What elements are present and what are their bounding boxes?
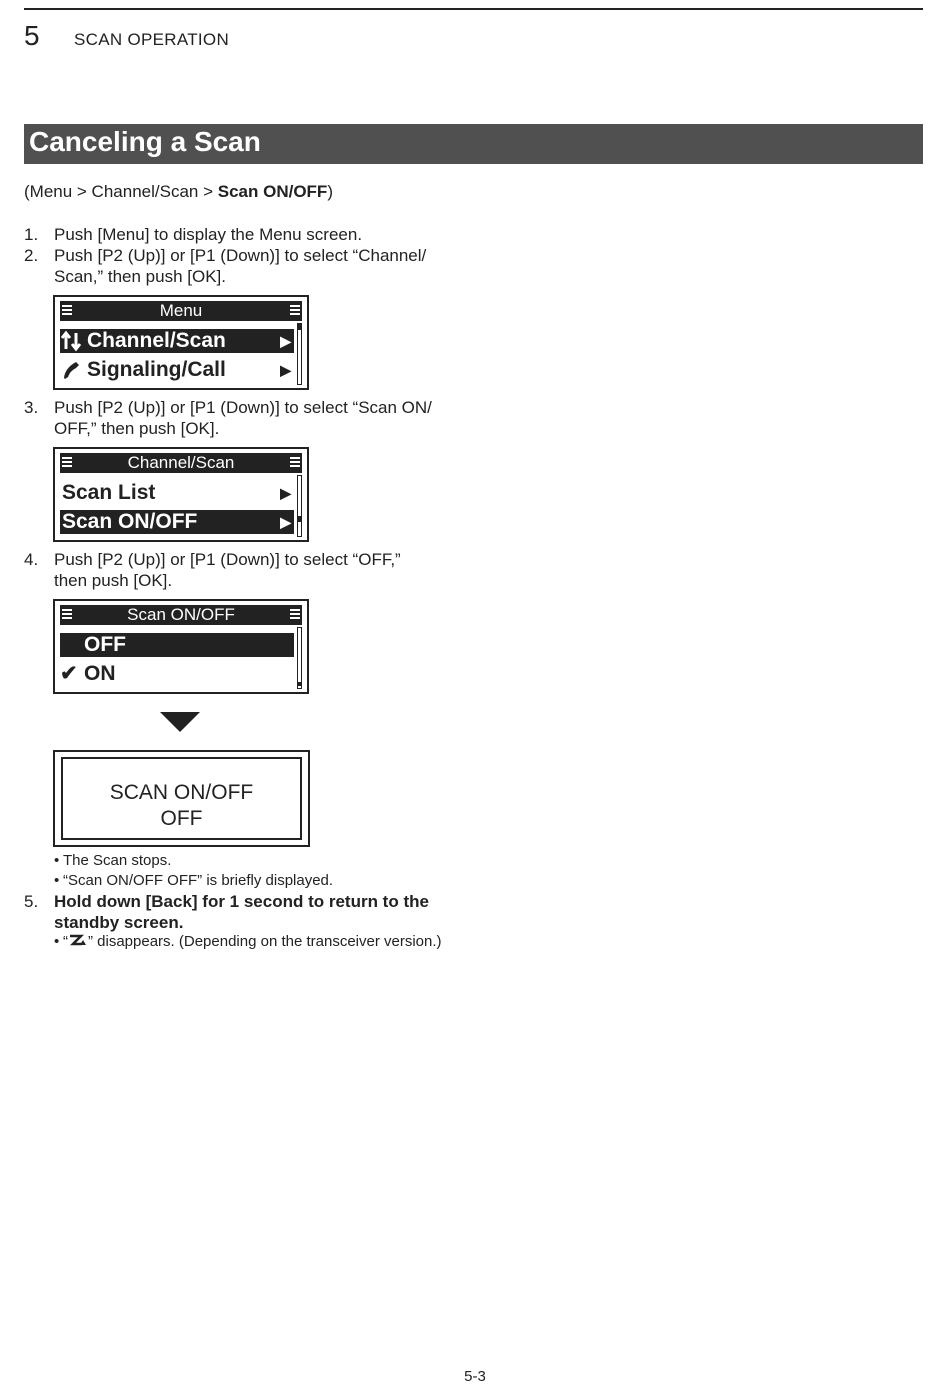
- step-4: [24, 549, 464, 591]
- note-text-remainder: ” disappears. (Depending on the transceiver version.): [88, 933, 442, 950]
- step-number: 1.: [24, 225, 39, 244]
- arrow-right-icon: ▶: [280, 485, 291, 501]
- step-number: 3.: [24, 398, 39, 417]
- note-briefly-displayed: [54, 871, 444, 891]
- step-3: [24, 397, 464, 439]
- lcd-scrollbar: [297, 475, 302, 537]
- step-text: Push [P2 (Up)] or [P1 (Down)] to select “Channel/ Scan,” then push [OK].: [54, 246, 427, 286]
- lcd-title: Menu: [159, 301, 203, 320]
- section-heading-bar: [24, 124, 923, 164]
- lcd-screen-scan-onoff: [53, 599, 309, 694]
- page-number: 5-3: [464, 1368, 486, 1385]
- bullet-icon: •: [54, 852, 60, 869]
- lcd-screen-menu: [53, 295, 309, 390]
- lcd-menu-item-signaling-call: [60, 358, 294, 382]
- lcd-item-label: Scan List: [62, 481, 156, 504]
- lcd-option-off: [60, 633, 294, 657]
- lcd-scrollbar: [297, 627, 302, 689]
- step-2: [24, 245, 464, 287]
- note-scan-stops: [54, 851, 444, 871]
- lcd-title-bar: [60, 605, 302, 625]
- lcd-menu-item-scan-list: [60, 481, 294, 505]
- grip-icon: [62, 457, 72, 469]
- step-number: 4.: [24, 550, 39, 569]
- lcd-scrollbar: [297, 323, 302, 385]
- step-5: [24, 891, 464, 933]
- grip-icon: [290, 609, 300, 621]
- menu-path-suffix: ): [327, 182, 333, 201]
- lcd-item-label: ON: [84, 662, 116, 685]
- scroll-thumb: [298, 516, 301, 522]
- note-icon-disappears: [54, 932, 444, 972]
- chapter-title: SCAN OPERATION: [74, 30, 230, 49]
- result-line-1: SCAN ON/OFF: [109, 781, 254, 804]
- down-triangle-icon: [160, 712, 200, 732]
- lcd-item-label: Scan ON/OFF: [62, 510, 198, 533]
- header-rule: [24, 8, 923, 10]
- note-text: The Scan stops.: [63, 852, 172, 869]
- chapter-number: 5: [24, 20, 40, 51]
- result-frame: [61, 757, 302, 840]
- step-text: Push [Menu] to display the Menu screen.: [54, 225, 363, 244]
- arrow-right-icon: ▶: [280, 514, 291, 530]
- scroll-thumb: [298, 324, 301, 330]
- result-line-2: OFF: [160, 807, 203, 830]
- step-text: Push [P2 (Up)] or [P1 (Down)] to select “Scan ON/ OFF,” then push [OK].: [54, 398, 432, 438]
- lcd-menu-item-scan-onoff: [60, 510, 294, 534]
- note-text: “Scan ON/OFF OFF” is briefly displayed.: [63, 872, 334, 889]
- menu-path-bold: Scan ON/OFF: [217, 182, 328, 201]
- grip-icon: [290, 457, 300, 469]
- lcd-screen-channel-scan: [53, 447, 309, 542]
- lcd-title: Channel/Scan: [127, 453, 235, 472]
- scroll-thumb: [298, 682, 301, 686]
- lcd-title: Scan ON/OFF: [127, 605, 235, 624]
- open-quote: “: [63, 933, 68, 950]
- step-number: 2.: [24, 246, 39, 265]
- lcd-menu-item-channel-scan: [60, 329, 294, 353]
- grip-icon: [62, 609, 72, 621]
- step-text: Hold down [Back] for 1 second to return to the standby screen.: [54, 892, 429, 932]
- grip-icon: [62, 305, 72, 317]
- bullet-icon: •: [54, 933, 60, 950]
- step-text: Push [P2 (Up)] or [P1 (Down)] to select “OFF,” then push [OK].: [54, 550, 401, 590]
- check-icon: ✔: [60, 662, 78, 685]
- up-down-arrows-icon: [61, 329, 83, 359]
- lcd-title-bar: [60, 453, 302, 473]
- lcd-option-on: [60, 662, 294, 686]
- grip-icon: [290, 305, 300, 317]
- lcd-item-label: Channel/Scan: [87, 329, 226, 352]
- step-1: [24, 224, 464, 245]
- arrow-right-icon: ▶: [280, 333, 291, 349]
- arrow-right-icon: ▶: [280, 362, 291, 378]
- menu-path: [24, 182, 333, 202]
- phone-icon: [61, 358, 83, 388]
- step-number: 5.: [24, 892, 39, 911]
- bullet-icon: •: [54, 872, 60, 889]
- section-title: Canceling a Scan: [29, 126, 261, 157]
- lcd-item-label: OFF: [84, 633, 126, 656]
- lcd-title-bar: [60, 301, 302, 321]
- note-text: [63, 932, 443, 952]
- menu-path-prefix: (Menu > Channel/Scan >: [24, 182, 218, 201]
- lcd-screen-result: [53, 750, 310, 847]
- scan-icon: [68, 933, 88, 946]
- lcd-item-label: Signaling/Call: [87, 358, 226, 381]
